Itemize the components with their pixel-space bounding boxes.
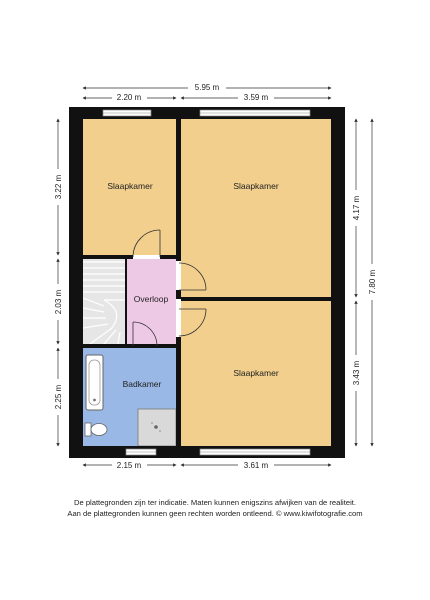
- dim-label-right-top: 4.17 m: [352, 195, 361, 221]
- room-slaapkamer-top-right: [181, 119, 331, 297]
- shower-icon: [138, 409, 176, 446]
- room-label-slaapkamer-2: Slaapkamer: [233, 181, 279, 191]
- room-label-slaapkamer-3: Slaapkamer: [233, 368, 279, 378]
- dim-label-top-right: 3.59 m: [243, 93, 269, 102]
- room-label-overloop: Overloop: [133, 294, 169, 304]
- dim-label-left-bottom: 2.25 m: [54, 384, 63, 410]
- dim-label-left-top: 3.22 m: [54, 174, 63, 200]
- room-label-badkamer: Badkamer: [122, 379, 162, 389]
- dim-label-top-total: 5.95 m: [194, 83, 220, 92]
- dim-label-top-left: 2.20 m: [116, 93, 142, 102]
- disclaimer-line-1: De plattegronden zijn ter indicatie. Maten kunnen enigszins afwijken van de realiteit.: [74, 498, 356, 507]
- toilet-icon: [85, 423, 107, 436]
- room-stairwell: [83, 259, 126, 344]
- dim-label-bottom-right: 3.61 m: [243, 461, 269, 470]
- disclaimer-line-2: Aan de plattegronden kunnen geen rechten worden ontleend. © www.kiwifotografie.com: [67, 509, 363, 518]
- dim-label-bottom-left: 2.15 m: [116, 461, 142, 470]
- bathtub-icon: [86, 355, 103, 410]
- dim-label-left-middle: 2.03 m: [54, 289, 63, 315]
- room-label-slaapkamer-1: Slaapkamer: [107, 181, 153, 191]
- dim-label-right-total: 7.80 m: [368, 269, 377, 295]
- dim-label-right-bottom: 3.43 m: [352, 360, 361, 386]
